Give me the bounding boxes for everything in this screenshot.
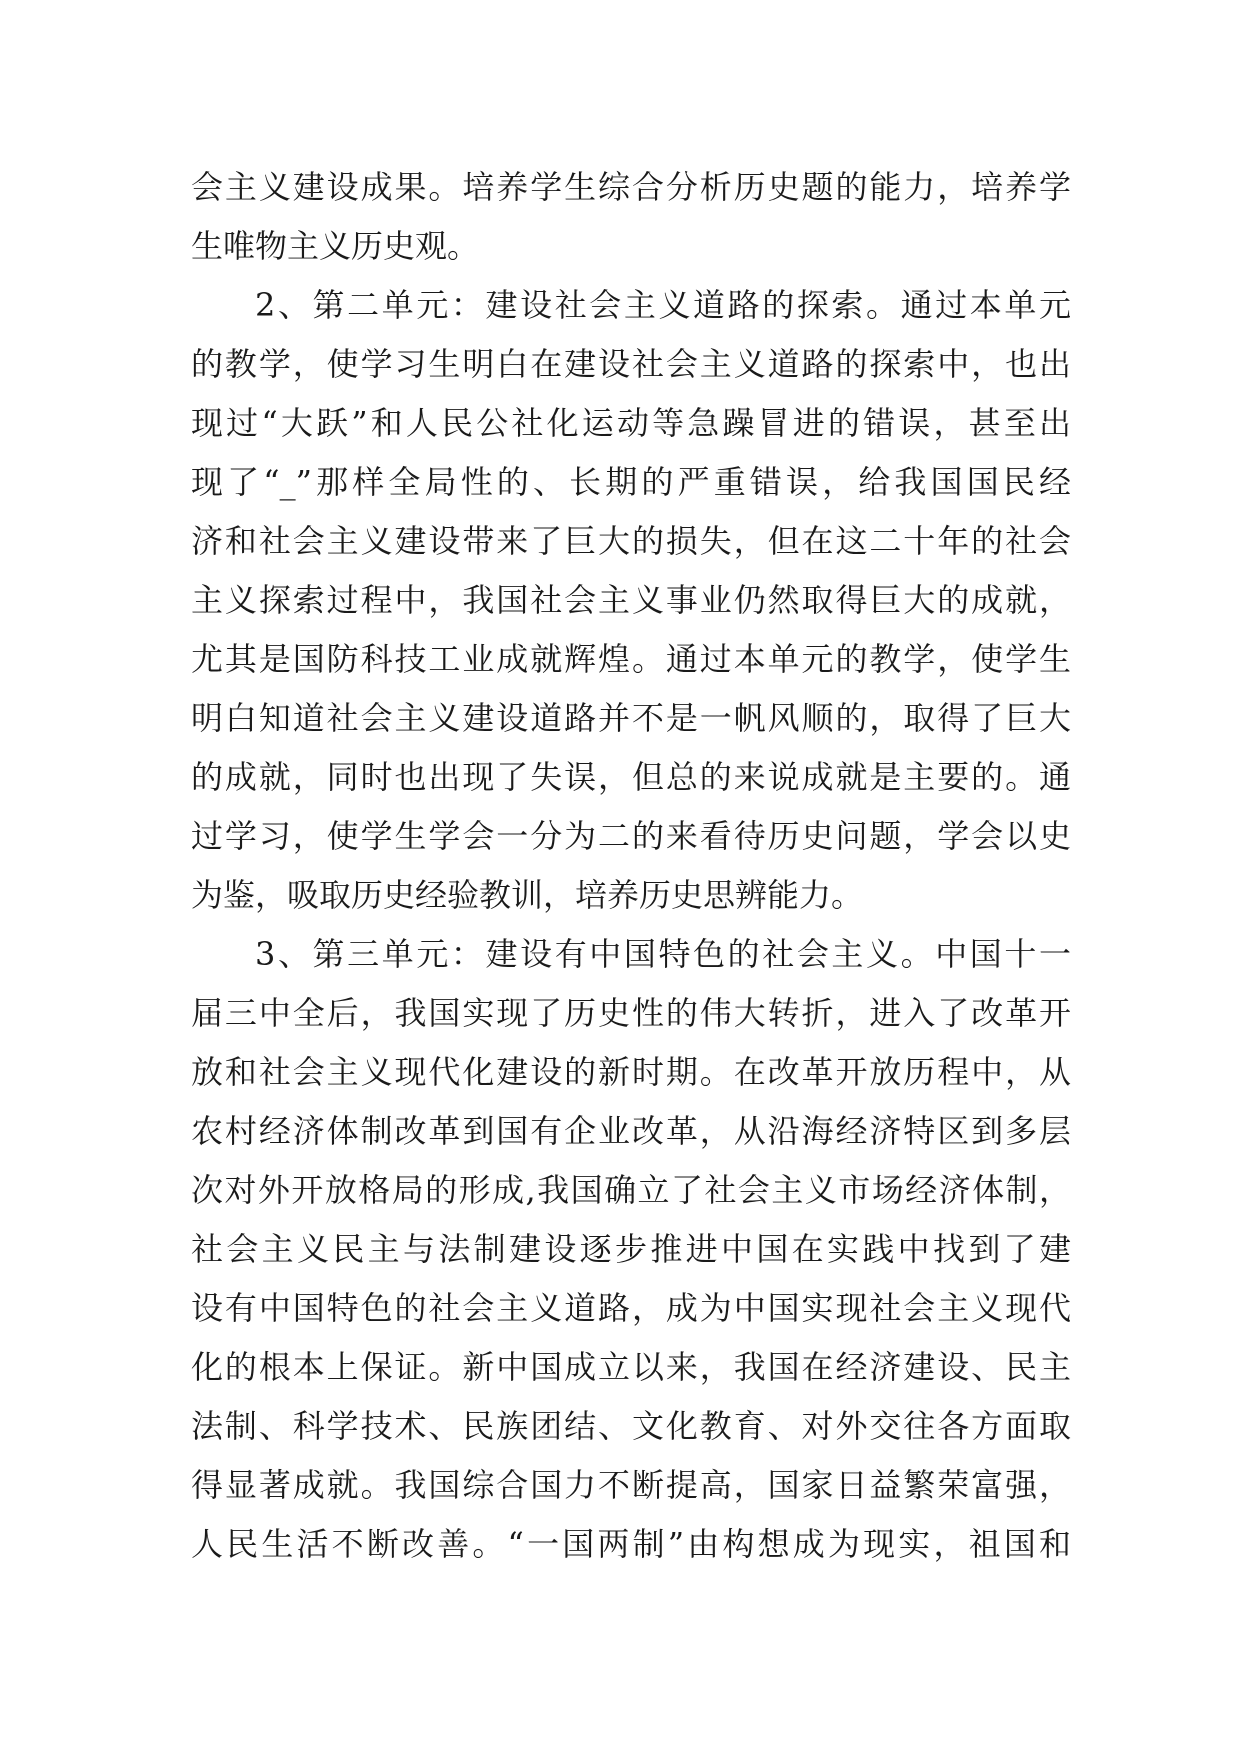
text-line: 为鉴，吸取历史经验教训，培养历史思辨能力。 — [191, 876, 864, 914]
text-line: 农村经济体制改革到国有企业改革，从沿海经济特区到多层 — [191, 1112, 1071, 1150]
text-line: 法制、科学技术、民族团结、文化教育、对外交往各方面取 — [191, 1407, 1071, 1445]
text-line: 届三中全后，我国实现了历史性的伟大转折，进入了改革开 — [191, 994, 1071, 1032]
text-line: 得显著成就。我国综合国力不断提高，国家日益繁荣富强， — [191, 1466, 1071, 1504]
text-line: 3、第三单元：建设有中国特色的社会主义。中国十一 — [255, 935, 1071, 973]
text-line: 次对外开放格局的形成,我国确立了社会主义市场经济体制， — [191, 1171, 1071, 1209]
text-line: 现过“大跃”和人民公社化运动等急躁冒进的错误，甚至出 — [191, 404, 1071, 442]
text-line: 2、第二单元：建设社会主义道路的探索。通过本单元 — [255, 286, 1071, 324]
text-line: 尤其是国防科技工业成就辉煌。通过本单元的教学，使学生 — [191, 640, 1071, 678]
text-line: 会主义建设成果。培养学生综合分析历史题的能力，培养学 — [191, 168, 1071, 206]
text-line: 过学习，使学生学会一分为二的来看待历史问题，学会以史 — [191, 817, 1071, 855]
text-line: 现了“_”那样全局性的、长期的严重错误，给我国国民经 — [191, 463, 1071, 501]
text-line: 明白知道社会主义建设道路并不是一帆风顺的，取得了巨大 — [191, 699, 1071, 737]
text-line: 人民生活不断改善。“一国两制”由构想成为现实，祖国和 — [191, 1525, 1071, 1563]
text-line: 放和社会主义现代化建设的新时期。在改革开放历程中，从 — [191, 1053, 1071, 1091]
text-line: 主义探索过程中，我国社会主义事业仍然取得巨大的成就， — [191, 581, 1071, 619]
text-line: 的成就，同时也出现了失误，但总的来说成就是主要的。通 — [191, 758, 1071, 796]
text-line: 生唯物主义历史观。 — [191, 227, 480, 265]
text-line: 化的根本上保证。新中国成立以来，我国在经济建设、民主 — [191, 1348, 1071, 1386]
text-line: 设有中国特色的社会主义道路，成为中国实现社会主义现代 — [191, 1289, 1071, 1327]
text-line: 济和社会主义建设带来了巨大的损失，但在这二十年的社会 — [191, 522, 1071, 560]
text-line: 社会主义民主与法制建设逐步推进中国在实践中找到了建 — [191, 1230, 1071, 1268]
text-line: 的教学，使学习生明白在建设社会主义道路的探索中，也出 — [191, 345, 1071, 383]
body-text — [191, 158, 1071, 1574]
